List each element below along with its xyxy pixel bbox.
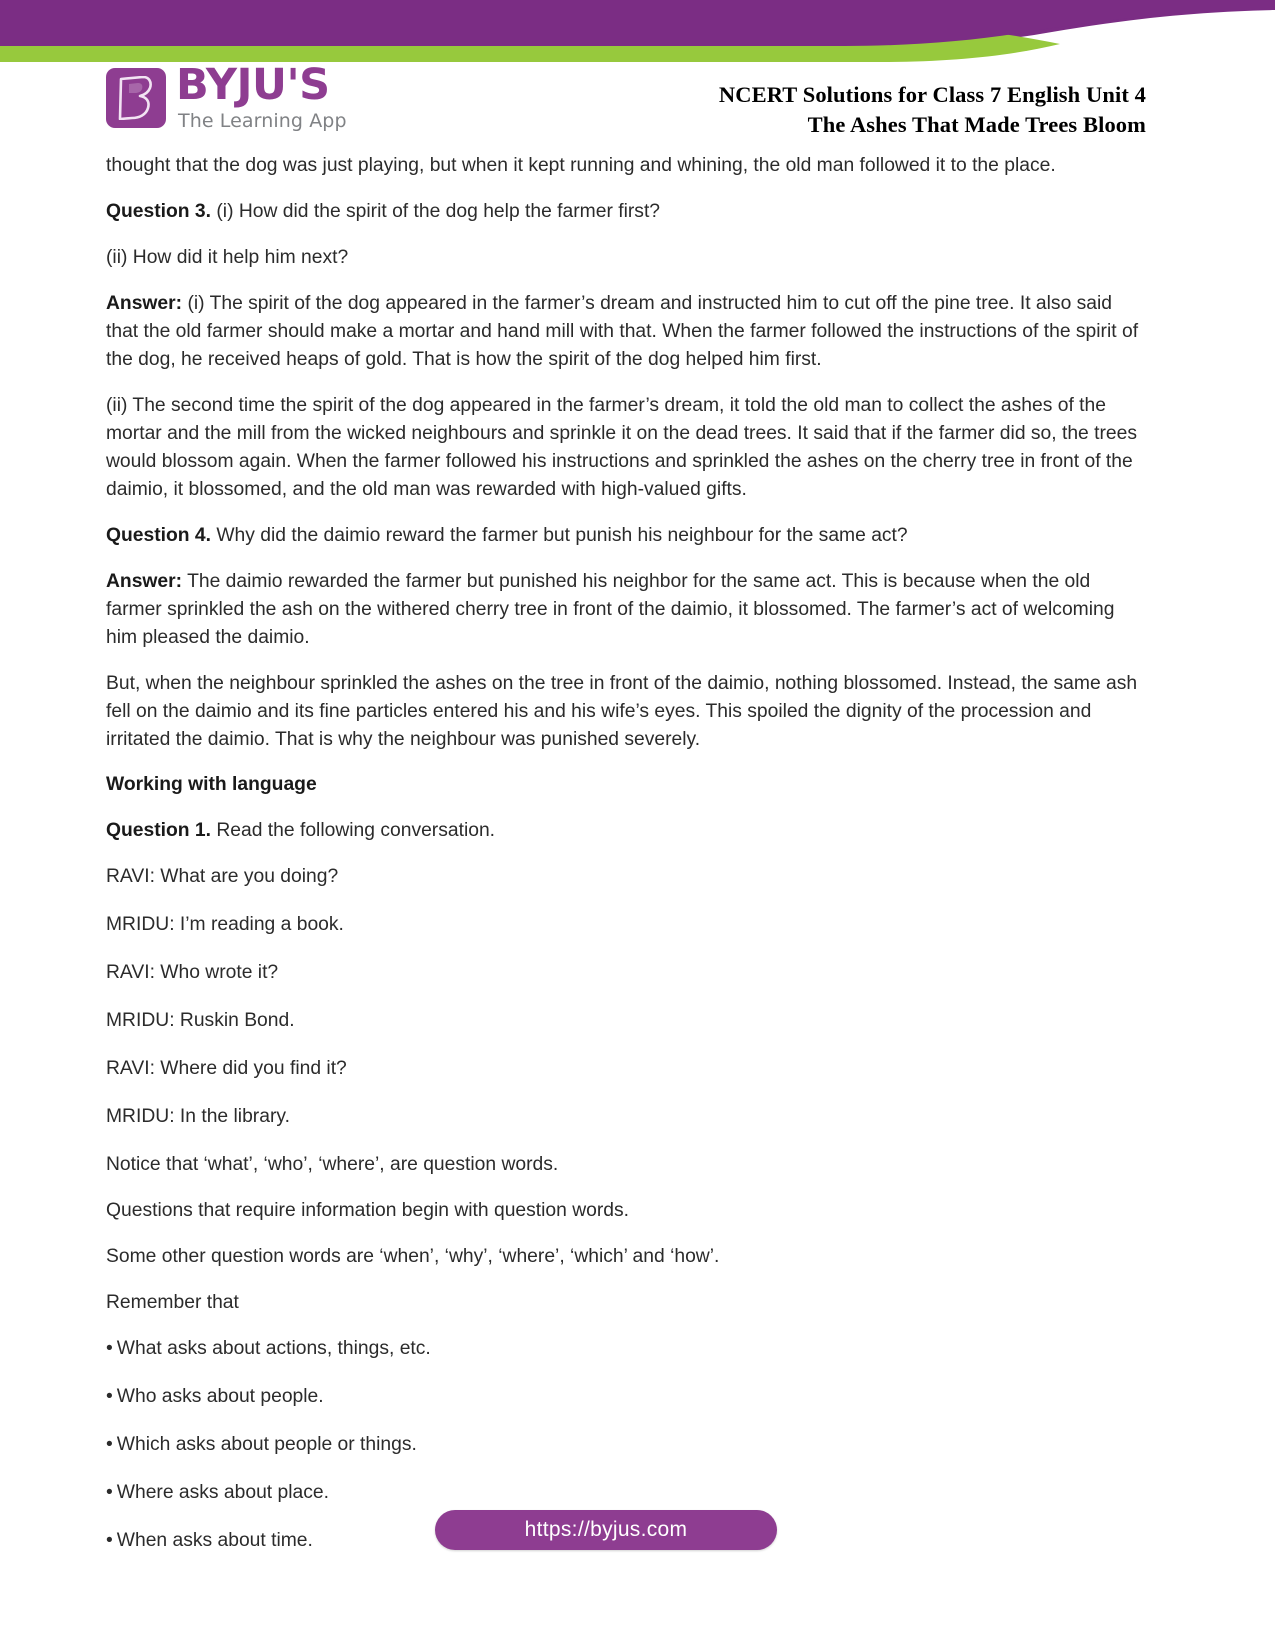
answer-3-part-i-text: (i) The spirit of the dog appeared in the farmer’s dream and instructed him to cut off the pine tree. It also said that the old farmer should make a mortar and hand mill with that. When the farmer followed the instructions of the spirit of the dog, he received heaps of gold. That is how the spirit of the dog helped him first.: [106, 292, 1139, 370]
byjus-b-icon: [106, 68, 166, 128]
answer-3-part-i: [106, 290, 1142, 374]
list-item-label: What asks about actions, things, etc.: [116, 1338, 431, 1360]
answer-4-label: Answer:: [106, 570, 183, 592]
conversation-line: MRIDU: I’m reading a book.: [106, 914, 344, 936]
answer-4-paragraph-1-text: The daimio rewarded the farmer but punished his neighbor for the same act. This is because when the old farmer sprinkled the ash on the withered cherry tree in front of the daimio, it blossomed. The farmer’s act of welcoming him pleased the daimio.: [106, 570, 1115, 648]
purple-top-slab: [0, 0, 1275, 46]
list-item-label: Where asks about place.: [116, 1482, 329, 1503]
list-item: [106, 1431, 1142, 1459]
conversation-line: RAVI: Who wrote it?: [106, 962, 279, 984]
note-line: Notice that ‘what’, ‘who’, ‘where’, are question words.: [106, 1154, 559, 1176]
continued-paragraph: thought that the dog was just playing, but when it kept running and whining, the old man followed it to the place.: [106, 155, 1056, 176]
question-4-label: Question 4.: [106, 524, 211, 546]
bullet-icon: •: [106, 1434, 113, 1456]
conversation-line: RAVI: What are you doing?: [106, 866, 339, 888]
byjus-website-url: https://byjus.com: [524, 1518, 688, 1541]
conversation-line: MRIDU: Ruskin Bond.: [106, 1010, 295, 1032]
section-heading-working-with-language: Working with language: [106, 774, 317, 796]
byjus-tagline: The Learning App: [178, 110, 347, 132]
bullet-icon: •: [106, 1338, 113, 1360]
page-header: [106, 58, 1146, 148]
bullet-icon: •: [106, 1386, 113, 1408]
question-3-label: Question 3.: [106, 200, 211, 222]
document-title-line2: The Ashes That Made Trees Bloom: [807, 111, 1146, 137]
list-item-label: When asks about time.: [116, 1529, 313, 1551]
question-1-text: Read the following conversation.: [216, 820, 496, 842]
bullet-icon: •: [106, 1529, 113, 1551]
answer-4-paragraph-1: [106, 568, 1142, 652]
question-4-text: Why did the daimio reward the farmer but punish his neighbour for the same act?: [216, 524, 908, 546]
document-title-line1: NCERT Solutions for Class 7 English Unit 4: [718, 82, 1146, 107]
note-line: Some other question words are ‘when’, ‘why’, ‘where’, ‘which’ and ‘how’.: [106, 1246, 720, 1268]
list-item-label: Who asks about people.: [116, 1386, 324, 1408]
byjus-website-button[interactable]: [435, 1510, 777, 1550]
answer-3-part-ii: (ii) The second time the spirit of the dog appeared in the farmer’s dream, it told the old man to collect the ashes of the mortar and the mill from the wicked neighbours and sprinkle it on the dead trees. It said that if the farmer did so, the trees would blossom again. When the farmer followed his instructions and sprinkled the ashes on the cherry tree in front of the daimio, it blossomed, and the old man was rewarded with high-valued gifts.: [106, 394, 1138, 500]
question-1: [106, 817, 1142, 845]
conversation-line: RAVI: Where did you find it?: [106, 1058, 347, 1080]
conversation-line: MRIDU: In the library.: [106, 1106, 290, 1128]
document-title: [719, 80, 1146, 139]
list-item: [106, 1383, 1142, 1411]
list-item: [106, 1479, 1142, 1507]
question-3-part-i: (i) How did the spirit of the dog help the farmer first?: [216, 200, 661, 222]
question-3: [106, 198, 1142, 226]
bullet-icon: •: [106, 1482, 113, 1503]
list-item-label: Which asks about people or things.: [116, 1434, 417, 1456]
answer-3-label: Answer:: [106, 292, 183, 314]
byjus-logo: [106, 60, 406, 144]
list-item: [106, 1335, 1142, 1363]
question-1-label: Question 1.: [106, 820, 211, 842]
question-4: [106, 522, 1142, 550]
document-body: [106, 152, 1142, 1575]
note-line: Questions that require information begin with question words.: [106, 1200, 630, 1222]
byjus-wordmark: BYJU'S: [176, 60, 330, 110]
answer-4-paragraph-2: But, when the neighbour sprinkled the ashes on the tree in front of the daimio, nothing blossomed. Instead, the same ash fell on the daimio and its fine particles entered his and his wife’s eyes. This spoiled the dignity of the procession and irritated the daimio. That is why the neighbour was punished severely.: [106, 672, 1138, 750]
note-line: Remember that: [106, 1292, 239, 1314]
question-3-part-ii: (ii) How did it help him next?: [106, 246, 349, 268]
